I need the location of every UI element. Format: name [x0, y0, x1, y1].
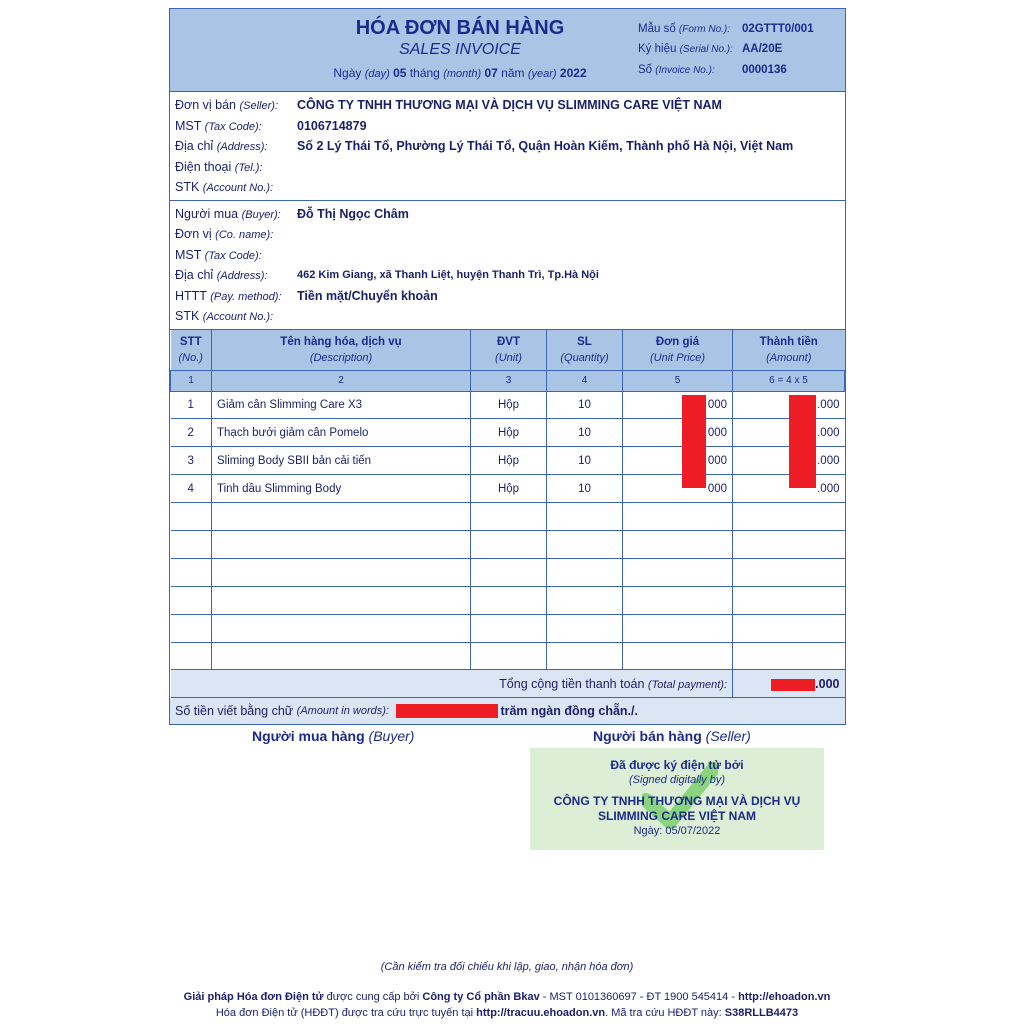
row-qty: 10 [547, 419, 623, 447]
col-number: 6 = 4 x 5 [733, 370, 845, 391]
col-number: 2 [212, 370, 471, 391]
amount-in-words [170, 698, 845, 724]
ehoadon-link[interactable]: http://ehoadon.vn [738, 991, 831, 1003]
seller-name-row [175, 95, 840, 116]
footer-note: (Cần kiểm tra đối chiếu khi lập, giao, nhận hóa đơn) [380, 961, 634, 973]
date-month-label: tháng [409, 66, 440, 80]
buyer-account-label: STK (Account No.): [175, 309, 274, 324]
table-row [171, 391, 845, 419]
seller-name: CÔNG TY TNHH THƯƠNG MẠI VÀ DỊCH VỤ SLIMMING CARE VIỆT NAM [297, 98, 722, 113]
invoice-title: HÓA ĐƠN BÁN HÀNG [355, 17, 565, 39]
row-desc: Tinh dầu Slimming Body [212, 475, 471, 503]
table-row [171, 419, 845, 447]
buyer-pay-method: Tiền mặt/Chuyển khoản [297, 288, 438, 303]
row-qty: 10 [547, 391, 623, 419]
row-amount: .000 [733, 475, 845, 503]
words-label: Số tiền viết bằng chữ [175, 704, 294, 719]
seller-account-label: STK (Account No.): [175, 180, 274, 195]
row-price: 000 [623, 447, 733, 475]
buyer-address-label: Địa chỉ (Address): [175, 268, 268, 283]
seller-signature-label: Người bán hàng (Seller) [593, 728, 751, 744]
buyer-pay-label: HTTT (Pay. method): [175, 288, 282, 303]
col-number: 3 [471, 370, 547, 391]
buyer-address: 462 Kim Giang, xã Thanh Liệt, huyện Thanh Trì, Tp.Hà Nội [297, 269, 599, 282]
table-row [171, 475, 845, 503]
seller-name-label: Đơn vị bán (Seller): [175, 98, 279, 113]
buyer-tax-label: MST (Tax Code): [175, 247, 262, 262]
empty-row [171, 614, 845, 642]
table-header-row [171, 330, 845, 371]
col-header-no: STT (No.) [171, 330, 212, 371]
invoice-header [170, 9, 845, 92]
col-number: 1 [171, 370, 212, 391]
items-table [170, 330, 845, 699]
words-en: (Amount in words): [296, 705, 389, 718]
serial-number [638, 43, 783, 55]
redaction-bar [771, 679, 815, 691]
row-no: 4 [171, 475, 212, 503]
row-qty: 10 [547, 475, 623, 503]
col-number: 5 [623, 370, 733, 391]
row-no: 3 [171, 447, 212, 475]
col-header-qty: SL (Quantity) [547, 330, 623, 371]
row-amount: .000 [733, 419, 845, 447]
buyer-tax-row [175, 245, 840, 266]
buyer-name-row [175, 204, 840, 225]
date-day-label: Ngày [333, 66, 362, 80]
form-value: 02GTTT0/001 [742, 23, 814, 35]
signed-by-label: Đã được ký điện tử bởi [610, 758, 744, 772]
seller-address-label: Địa chỉ (Address): [175, 139, 268, 154]
date-year-en: (year) [527, 68, 557, 80]
table-row [171, 447, 845, 475]
signed-by-en: (Signed digitally by) [629, 774, 725, 786]
buyer-section [170, 201, 845, 330]
serial-label: Ký hiệu [638, 43, 677, 55]
empty-row [171, 642, 845, 670]
footer-provider: Giải pháp Hóa đơn Điện tử được cung cấp bởi Công ty Cổ phần Bkav - MST 0101360697 - ĐT 1900 545414 - http://ehoadon.vn [183, 991, 831, 1003]
seller-section [170, 92, 845, 201]
row-desc: Giảm cân Slimming Care X3 [212, 391, 471, 419]
total-row [171, 670, 845, 698]
redaction-bar [396, 704, 498, 718]
row-qty: 10 [547, 447, 623, 475]
seller-tax-code: 0106714879 [297, 118, 367, 133]
invoice-subtitle: SALES INVOICE [399, 41, 521, 58]
row-amount: .000 [733, 447, 845, 475]
row-desc: Sliming Body SBII bản cải tiến [212, 447, 471, 475]
empty-row [171, 586, 845, 614]
signer-name: CÔNG TY TNHH THƯƠNG MẠI VÀ DỊCH VỤ SLIMMING CARE VIỆT NAM [553, 794, 801, 823]
invoice [169, 8, 846, 725]
empty-row [171, 530, 845, 558]
buyer-account-row [175, 306, 840, 327]
buyer-company-label: Đơn vị (Co. name): [175, 227, 274, 242]
form-label: Mẫu số [638, 23, 676, 35]
buyer-name-label: Người mua (Buyer): [175, 206, 281, 221]
row-no: 1 [171, 391, 212, 419]
invoice-number-label: Số [638, 64, 653, 76]
serial-en: (Serial No.): [679, 44, 733, 55]
redaction-bar [789, 395, 816, 488]
col-header-price: Đơn giá (Unit Price) [623, 330, 733, 371]
total-label: Tổng cộng tiền thanh toán (Total payment): [171, 670, 733, 698]
buyer-name: Đỗ Thị Ngọc Châm [297, 206, 409, 221]
buyer-signature-label: Người mua hàng (Buyer) [252, 728, 415, 744]
redaction-bar [682, 395, 706, 488]
words-value: trăm ngàn đồng chẵn./. [500, 704, 638, 719]
digital-signature-box [530, 748, 824, 850]
row-unit: Hộp [471, 419, 547, 447]
buyer-pay-row [175, 286, 840, 307]
seller-tel-label: Điện thoại (Tel.): [175, 159, 263, 174]
footer-lookup: Hóa đơn Điện tử (HĐĐT) được tra cứu trực tuyến tại http://tracuu.ehoadon.vn. Mã tra cứu HĐĐT này: S38RLLB4473 [215, 1007, 799, 1019]
date-day: 05 [393, 66, 407, 80]
empty-row [171, 503, 845, 531]
row-amount: .000 [733, 391, 845, 419]
seller-tax-label: MST (Tax Code): [175, 118, 262, 133]
form-en: (Form No.): [678, 24, 731, 35]
row-unit: Hộp [471, 447, 547, 475]
row-no: 2 [171, 419, 212, 447]
col-header-desc: Tên hàng hóa, dịch vụ (Description) [212, 330, 471, 371]
invoice-number-value: 0000136 [742, 64, 787, 76]
seller-address-row [175, 136, 840, 157]
date-year: 2022 [559, 66, 587, 80]
buyer-company-row [175, 224, 840, 245]
column-number-row [171, 370, 845, 391]
date-month: 07 [484, 66, 498, 80]
seller-address: Số 2 Lý Thái Tổ, Phường Lý Thái Tổ, Quận Hoàn Kiếm, Thành phố Hà Nội, Việt Nam [297, 139, 794, 154]
date-month-en: (month) [443, 68, 482, 80]
invoice-number-en: (Invoice No.): [655, 65, 715, 76]
seller-tel-row [175, 157, 840, 178]
row-price: 000 [623, 419, 733, 447]
seller-account-row [175, 177, 840, 198]
date-day-en: (day) [364, 68, 390, 80]
total-value: .000 [733, 670, 845, 698]
col-number: 4 [547, 370, 623, 391]
buyer-address-row [175, 265, 840, 286]
signed-date: Ngày: 05/07/2022 [633, 825, 721, 837]
row-unit: Hộp [471, 475, 547, 503]
row-desc: Thạch bưởi giảm cân Pomelo [212, 419, 471, 447]
tracuu-link[interactable]: http://tracuu.ehoadon.vn [476, 1007, 606, 1019]
seller-tax-row [175, 116, 840, 137]
col-header-amount: Thành tiền (Amount) [733, 330, 845, 371]
form-number [638, 23, 814, 35]
row-price: 000 [623, 391, 733, 419]
serial-value: AA/20E [742, 43, 783, 55]
date-year-label: năm [501, 66, 525, 80]
row-unit: Hộp [471, 391, 547, 419]
lookup-code: S38RLLB4473 [724, 1007, 799, 1019]
empty-row [171, 558, 845, 586]
row-price: 000 [623, 475, 733, 503]
col-header-unit: ĐVT (Unit) [471, 330, 547, 371]
invoice-number [638, 64, 787, 76]
